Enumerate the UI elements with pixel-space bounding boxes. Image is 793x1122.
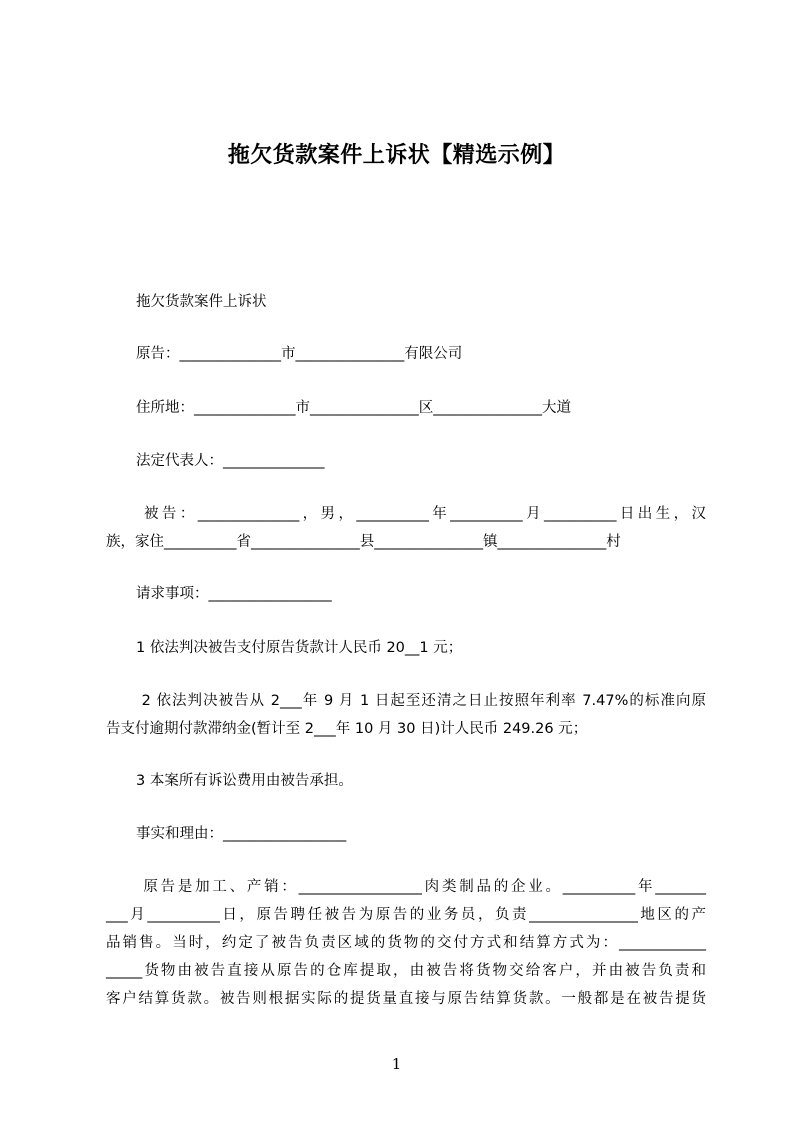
claim-2-line-2: 告支付逾期付款滞纳金(暂计至 2___年 10 月 30 日)计人民币 249.26 元； — [106, 721, 588, 737]
defendant-paragraph — [106, 500, 706, 556]
claim-item-2 — [106, 687, 706, 743]
claim-item-3: 3 本案所有诉讼费用由被告承担。 — [136, 773, 353, 789]
plaintiff-line: 原告：______________市_______________有限公司 — [136, 346, 463, 362]
facts-line-2: ___月__________日，原告聘任被告为原告的业务员，负责_______________地区的产 — [106, 907, 706, 923]
facts-line-3: 品销售。当时，约定了被告负责区域的货物的交付方式和结算方式为：____________ — [106, 935, 706, 951]
claims-heading: 请求事项：_________________ — [136, 586, 332, 602]
facts-paragraph — [106, 873, 706, 1013]
document-title: 拖欠货款案件上诉状【精选示例】 — [227, 143, 566, 168]
facts-line-4: _____货物由被告直接从原告的仓库提取，由被告将货物交给客户，并由被告负责和 — [106, 963, 706, 979]
legal-representative-line: 法定代表人：______________ — [136, 453, 325, 469]
claim-item-1: 1 依法判决被告支付原告货款计人民币 20__1 元； — [136, 640, 463, 656]
page-number: 1 — [391, 1055, 402, 1073]
address-line: 住所地：______________市_______________区_______________大道 — [136, 400, 571, 416]
defendant-line-2: 族，家住__________省_______________县_______________镇_______________村 — [106, 534, 621, 550]
claim-2-line-1: 2 依法判决被告从 2___年 9 月 1 日起至还清之日止按照年利率 7.47%的标准向原 — [136, 693, 706, 709]
facts-line-1: 原告是加工、产销：_________________肉类制品的企业。__________年_______ — [136, 879, 706, 895]
facts-line-5: 客户结算货款。被告则根据实际的提货量直接与原告结算货款。一般都是在被告提货 — [106, 991, 706, 1007]
document-subtitle: 拖欠货款案件上诉状 — [136, 294, 267, 310]
facts-heading: 事实和理由：_________________ — [136, 826, 347, 842]
defendant-line-1: 被告：______________，男，__________年__________月__________日出生，汉 — [136, 506, 706, 522]
